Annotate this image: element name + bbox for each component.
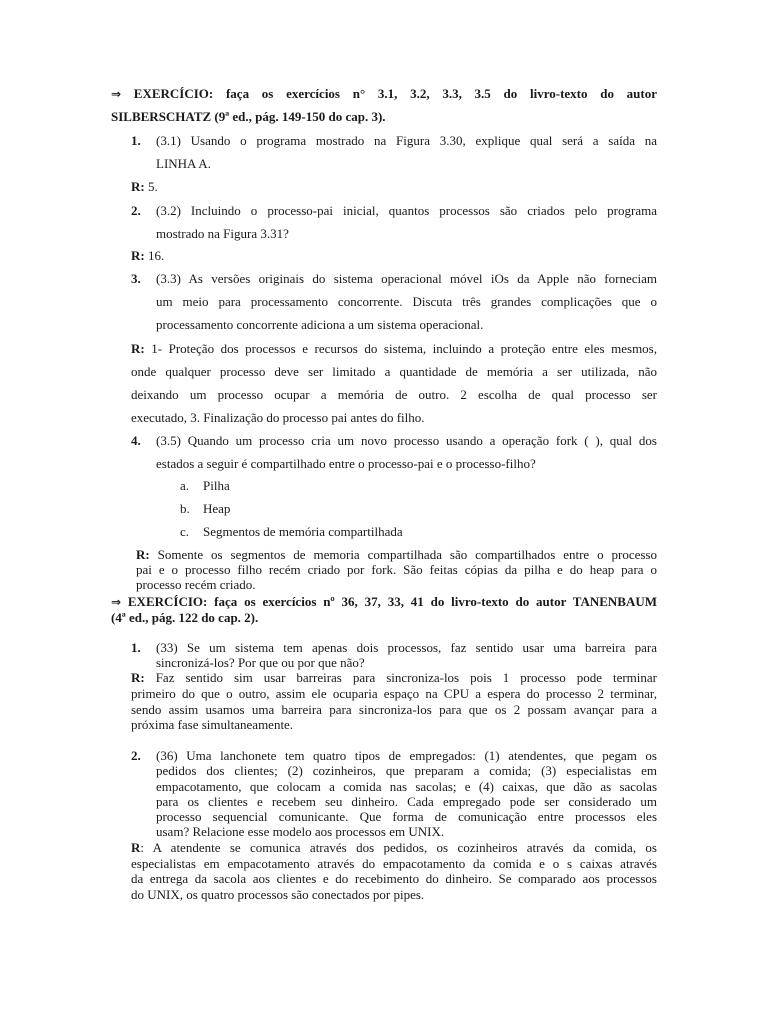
question-text: estados a seguir é compartilhado entre o processo-pai e o processo-filho? — [156, 456, 536, 471]
answer-text: executado, 3. Finalização do processo pai antes do filho. — [131, 410, 425, 425]
answer-text: do UNIX, os quatro processos são conectados por pipes. — [131, 887, 425, 902]
question-text: mostrado na Figura 3.31? — [156, 226, 289, 241]
answer — [131, 244, 164, 267]
question-text: (33) Se um sistema tem apenas dois processos, faz sentido usar uma barreira para — [156, 640, 657, 655]
answer — [131, 337, 657, 360]
question-text: (3.1) Usando o programa mostrado na Figura 3.30, explique qual será a saída na — [156, 133, 657, 148]
answer-text: processo recém criado. — [136, 577, 256, 592]
answer-text: especialistas em empacotamento através do empacotamento da comida e o s caixas através — [131, 856, 657, 871]
section1-heading — [111, 82, 657, 106]
answer-text: pai e o processo filho recém criado por fork. São feitas cópias da pilha e do heap para o — [136, 562, 657, 577]
question-text: processamento concorrente adiciona a um sistema operacional. — [156, 317, 484, 332]
answer-text: sendo assim usamos uma barreira para sincroniza-los para que os 2 possam avançar para a — [131, 702, 657, 717]
option-letter: c. — [180, 524, 190, 539]
answer-text: onde qualquer processo deve ser limitado a quantidade de memória a ser utilizada, não — [131, 364, 657, 379]
answer-text: 16. — [144, 248, 165, 263]
answer-label: R: — [131, 248, 145, 263]
question-text: (3.5) Quando um processo cria um novo processo usando a operação fork ( ), qual dos — [156, 433, 657, 448]
answer-label: R: — [131, 670, 145, 685]
answer-text: Faz sentido sim usar barreiras para sincroniza-los pois 1 processo pode terminar — [144, 670, 657, 685]
option-letter: b. — [180, 501, 190, 516]
question-number: 2. — [131, 748, 141, 763]
question-number: 3. — [131, 271, 141, 286]
section1-heading-line1: EXERCÍCIO: faça os exercícios n° 3.1, 3.2, 3.3, 3.5 do livro-texto do autor — [133, 86, 658, 101]
question-text: (3.3) As versões originais do sistema operacional móvel iOs da Apple não forneciam — [156, 271, 657, 286]
answer-label: R — [131, 840, 141, 855]
answer-text: 1- Proteção dos processos e recursos do sistema, incluindo a proteção entre eles mesmos, — [144, 341, 657, 356]
question-text: pedidos dos clientes; (2) cozinheiros, que preparam a comida; (3) especialistas em — [156, 763, 657, 778]
answer-label: R: — [131, 179, 145, 194]
question-text: processo sequencial comunicante. Que forma de comunicação entre processos eles — [156, 809, 657, 824]
section1-heading-line2: SILBERSCHATZ (9ª ed., pág. 149-150 do cap. 3). — [111, 109, 386, 124]
question-text: usam? Relacione esse modelo aos processos em UNIX. — [156, 824, 445, 839]
section2-heading-line2: (4ª ed., pág. 122 do cap. 2). — [111, 610, 259, 625]
question-number: 1. — [131, 133, 141, 148]
answer-text: Somente os segmentos de memoria compartilhada são compartilhados entre o processo — [149, 547, 657, 562]
question-number: 2. — [131, 203, 141, 218]
answer-label: R: — [131, 341, 145, 356]
option-text: Heap — [203, 501, 231, 516]
arrow-icon: ⇒ — [111, 87, 122, 101]
option-letter: a. — [180, 478, 190, 493]
answer-text: próxima fase simultaneamente. — [131, 717, 294, 732]
section2-heading — [111, 594, 657, 610]
question-text: (36) Uma lanchonete tem quatro tipos de empregados: (1) atendentes, que pegam os — [156, 748, 657, 763]
arrow-icon: ⇒ — [111, 595, 122, 609]
question-text: (3.2) Incluindo o processo-pai inicial, quantos processos são criados pelo programa — [156, 203, 657, 218]
option-text: Segmentos de memória compartilhada — [203, 524, 403, 539]
answer-text: 5. — [144, 179, 158, 194]
question-text: sincronizá-los? Por que ou por que não? — [156, 655, 365, 670]
question-text: para os clientes e recebem seu dinheiro. Cada empregado pode ser considerado um — [156, 794, 657, 809]
answer — [136, 547, 657, 562]
question-text: empacotamento, que colocam a comida nas sacolas; e (4) caixas, que dão as sacolas — [156, 779, 657, 794]
answer-text: : A atendente se comunica através dos pedidos, os cozinheiros através da comida, os — [140, 840, 657, 855]
answer-text: primeiro do que o outro, assim ele ocuparia espaço na CPU a espera do processo 2 terminar, — [131, 686, 657, 701]
question-number: 1. — [131, 640, 141, 655]
answer-text: da entrega da sacola aos clientes e do recebimento do dinheiro. Se comparado aos processos — [131, 871, 657, 886]
section2-heading-line1: EXERCÍCIO: faça os exercícios nº 36, 37, 33, 41 do livro-texto do autor TANENBAUM — [127, 594, 658, 609]
question-text: LINHA A. — [156, 156, 211, 171]
answer-text: deixando um processo ocupar a memória de outro. 2 escolha de qual processo ser — [131, 387, 657, 402]
question-number: 4. — [131, 433, 141, 448]
option-text: Pilha — [203, 478, 230, 493]
question-text: um meio para processamento concorrente. Discuta três grandes complicações que o — [156, 294, 657, 309]
answer-label: R: — [136, 547, 150, 562]
answer — [131, 175, 158, 198]
answer — [131, 840, 657, 855]
answer — [131, 670, 657, 685]
